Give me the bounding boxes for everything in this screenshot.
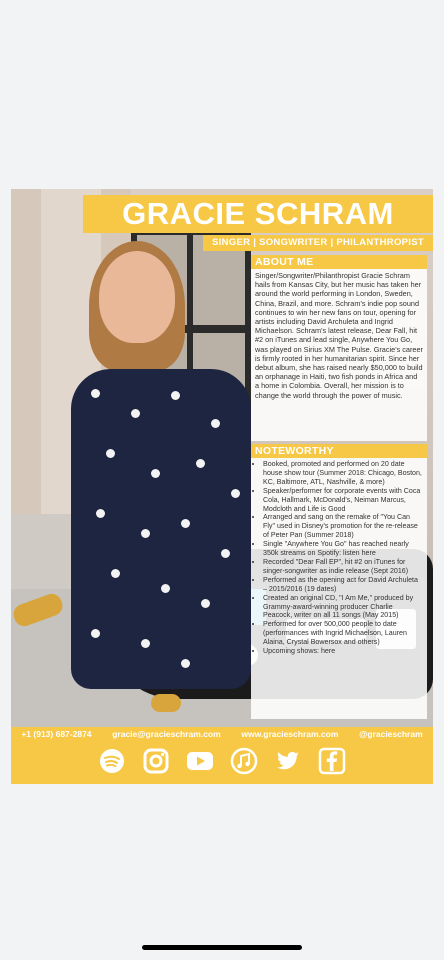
phone-number: +1 (913) 687-2874 <box>21 729 92 739</box>
press-kit-image <box>11 189 433 784</box>
subtitle-banner <box>203 235 433 251</box>
list-item: • Created an original CD, "I Am Me," produced by Grammy-award-winning producer Charlie Peacock, writer on all 11 songs (May 2015) <box>263 594 423 621</box>
social-handle: @gracieschram <box>359 729 423 739</box>
contact-row <box>11 729 433 739</box>
list-item: • Upcoming shows: here <box>263 647 423 656</box>
about-panel <box>251 255 427 441</box>
music-note-icon <box>229 746 259 776</box>
facebook-icon <box>317 746 347 776</box>
list-item: • Booked, promoted and performed on 20 date house show tour (Summer 2018: Chicago, Boston, KC, Baltimore, ATL, Nashville, & more) <box>263 460 423 487</box>
noteworthy-panel <box>251 444 427 719</box>
website-url: www.gracieschram.com <box>241 729 339 739</box>
title-banner <box>83 195 433 233</box>
face <box>99 251 175 343</box>
noteworthy-list <box>251 458 427 656</box>
about-text: Singer/Songwriter/Philanthropist Gracie Schram hails from Kansas City, but her music has taken her around the world performing in London, Sweden, China, Brazil, and more. Schram's indie pop sound continues to win her new fans on tour, opening for artists including David Archuleta and Ingrid Michaelson. Schram's latest release, Dear Fall, hit #2 on iTunes and lead single, Anywhere You Go, was played on Sirius XM The Pulse. Gracie's career is firmly rooted in her humanitarian spirit. Since her debut album, she has raised nearly $50,000 to build an orphanage in Haiti, two fish ponds in Africa and a home in Colombia. Overall, her mission is to change the world through the power of music. <box>255 271 423 400</box>
right-shoe <box>151 694 181 712</box>
instagram-icon <box>141 746 171 776</box>
email-address: gracie@gracieschram.com <box>112 729 221 739</box>
artist-roles: SINGER | SONGWRITER | PHILANTHROPIST <box>212 237 424 248</box>
spotify-icon <box>97 746 127 776</box>
list-item: • Speaker/performer for corporate events with Coca Cola, Hallmark, McDonald's, Neiman Marcus, Modcloth and Life is Good <box>263 487 423 514</box>
polka-dot-jumpsuit <box>71 369 251 689</box>
list-item: • Single "Anywhere You Go" has reached nearly 350k streams on Spotify: listen here <box>263 540 423 558</box>
artist-name: GRACIE SCHRAM <box>122 196 394 231</box>
youtube-icon <box>185 746 215 776</box>
noteworthy-heading: NOTEWORTHY <box>251 444 427 458</box>
list-item: • Performed for over 500,000 people to date (performances with Ingrid Michaelson, Lauren Alaina, Crystal Bowersox and others) <box>263 620 423 647</box>
list-item: • Performed as the opening act for David Archuleta – 2015/2016 (19 dates) <box>263 576 423 594</box>
contact-footer <box>11 727 433 784</box>
list-item: • Arranged and sang on the remake of "You Can Fly" used in Disney's promotion for the re-release of Peter Pan (Summer 2018) <box>263 513 423 540</box>
twitter-icon <box>273 746 303 776</box>
about-heading: ABOUT ME <box>251 255 427 269</box>
home-indicator[interactable] <box>142 945 302 950</box>
list-item: • Recorded "Dear Fall EP", hit #2 on iTunes for singer-songwriter as indie release (Sept 2016) <box>263 558 423 576</box>
social-icons-row <box>11 746 433 778</box>
